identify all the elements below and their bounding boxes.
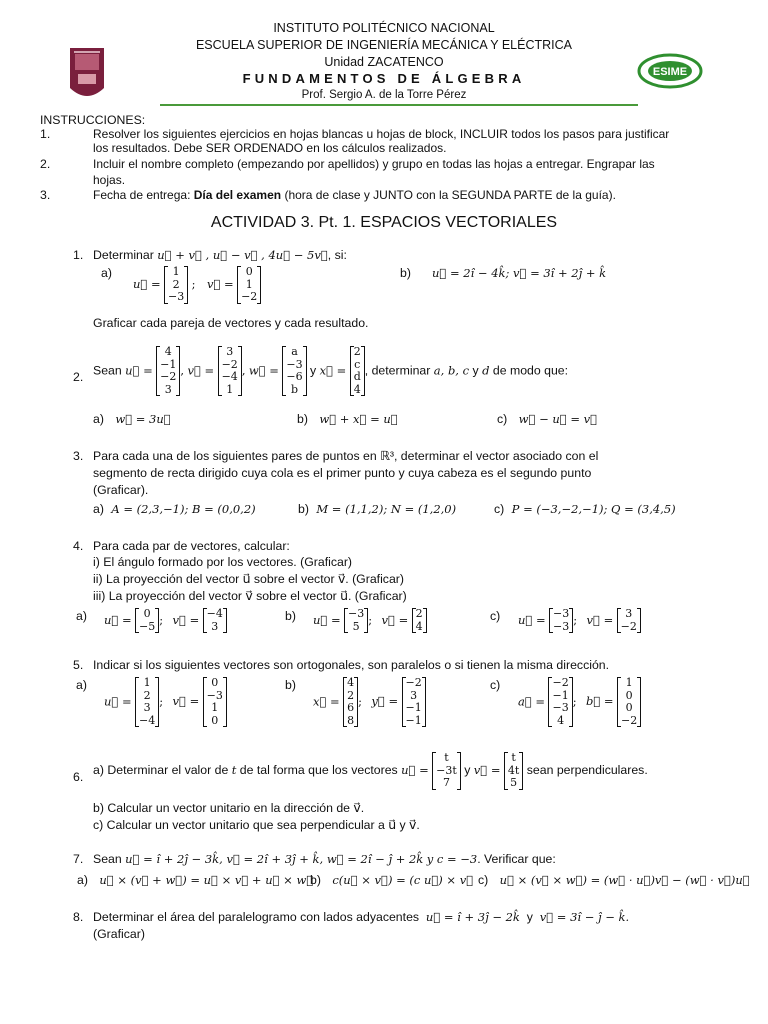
p5-a-label: a) [76, 678, 87, 692]
p2-x-matrix: 2 c d 4 [350, 346, 365, 396]
p6-a: a) Determinar el valor de t de tal forma que los vectores u⃗ = t −3t 7 y v⃗ = t 4t 5 sean perpendiculares. [93, 751, 648, 789]
p5-num: 5. [73, 658, 84, 672]
instruction-3: Fecha de entrega: Día del examen (hora de clase y JUNTO con la SEGUNDA PARTE de la guía). [93, 188, 616, 202]
p2-w-matrix: a −3 −6 b [282, 346, 306, 396]
esime-logo [637, 52, 703, 90]
institution-name: INSTITUTO POLITÉCNICO NACIONAL [273, 21, 495, 35]
ipn-logo [66, 44, 108, 106]
p5-c-label: c) [490, 678, 501, 692]
p1-b-label: b) [400, 266, 411, 280]
p4-line2: i) El ángulo formado por los vectores. (Graficar) [93, 555, 353, 569]
instruction-2-num: 2. [40, 157, 51, 171]
p1-b-expr: u⃗ = 2î − 4k̂; v⃗ = 3î + 2ĵ + k̂ [432, 266, 607, 280]
p7-b: b) c(u⃗ × v⃗) = (c u⃗) × v⃗ [310, 873, 474, 887]
instructions-heading: INSTRUCCIONES: [40, 113, 146, 127]
p6-num: 6. [73, 770, 84, 784]
p3-num: 3. [73, 449, 84, 463]
p2-v-matrix: 3 −2 −4 1 [218, 346, 242, 396]
p4-line3: ii) La proyección del vector u⃗ sobre el vector v⃗. (Graficar) [93, 572, 404, 586]
p4-num: 4. [73, 539, 84, 553]
p1-num: 1. [73, 248, 84, 262]
instruction-2-line2: hojas. [93, 173, 126, 187]
p4-a-label: a) [76, 609, 87, 623]
p4-a-vectors: u⃗ = 0 −5 ; v⃗ = −4 3 [104, 608, 227, 633]
p8-num: 8. [73, 910, 84, 924]
instruction-1-line1: Resolver los siguientes ejercicios en hojas blancas u hojas de block, INCLUIR todos los pasos para justificar [93, 127, 670, 141]
p7-c: c) u⃗ × (v⃗ × w⃗) = (w⃗ · u⃗)v⃗ − (w⃗ · v⃗)u⃗ [478, 873, 750, 887]
p3-line2: segmento de recta dirigido cuya cola es el primer punto y cuya cabeza es el segundo punto [93, 466, 592, 480]
p2-a: a) w⃗ = 3u⃗ [93, 412, 171, 426]
p1-a-vectors: u⃗ = 1 2 −3 ; v⃗ = 0 1 −2 [133, 266, 261, 304]
p5-text: Indicar si los siguientes vectores son ortogonales, son paralelos o si tienen la misma dirección. [93, 658, 610, 672]
instruction-1-line2: los resultados. Debe SER ORDENADO en los cálculos realizados. [93, 141, 447, 155]
p2-statement: Sean u⃗ = 4 −1 −2 3 , v⃗ = 3 −2 −4 1 , w⃗ = a −3 −6 b y x⃗ = 2 c d 4 , determinar a, b, c y d de modo que: [93, 345, 569, 396]
p5-c-vectors: a⃗ = −2 −1 −3 4 ; b⃗ = 1 0 0 −2 [518, 677, 641, 727]
p6-b: b) Calcular un vector unitario en la dirección de v⃗. [93, 801, 365, 815]
p4-b-vectors: u⃗ = −3 5 ; v⃗ = 2 4 [313, 608, 427, 633]
p7-statement: Sean u⃗ = î + 2ĵ − 3k̂, v⃗ = 2î + 3ĵ + k̂, w⃗ = 2î − ĵ + 2k̂ y c = −3. Verificar que: [93, 852, 556, 866]
p2-num: 2. [73, 370, 84, 384]
p3-a: a) A = (2,3,−1); B = (0,0,2) [93, 502, 256, 516]
p5-b-label: b) [285, 678, 296, 692]
p7-a: a) u⃗ × (v⃗ + w⃗) = u⃗ × v⃗ + u⃗ × w⃗ [77, 873, 314, 887]
p5-a-vectors: u⃗ = 1 2 3 −4 ; v⃗ = 0 −3 1 0 [104, 677, 227, 727]
p7-num: 7. [73, 852, 84, 866]
p3-line1: Para cada una de los siguientes pares de puntos en ℝ³, determinar el vector asociado con el [93, 449, 599, 463]
p2-u-matrix: 4 −1 −2 3 [156, 346, 180, 396]
p4-line4: iii) La proyección del vector v⃗ sobre el vector u⃗. (Graficar) [93, 589, 407, 603]
course-title: FUNDAMENTOS DE ÁLGEBRA [242, 71, 526, 86]
p1-statement: Determinar u⃗ + v⃗ , u⃗ − v⃗ , 4u⃗ − 5v⃗, si: [93, 248, 347, 262]
p4-line1: Para cada par de vectores, calcular: [93, 539, 290, 553]
p2-b: b) w⃗ + x⃗ = u⃗ [297, 412, 398, 426]
p1-v-matrix: 0 1 −2 [237, 266, 261, 304]
activity-title: ACTIVIDAD 3. Pt. 1. ESPACIOS VECTORIALES [210, 214, 558, 231]
p4-c-label: c) [490, 609, 501, 623]
p6-c: c) Calcular un vector unitario que sea perpendicular a u⃗ y v⃗. [93, 818, 420, 832]
p8-line2: (Graficar) [93, 927, 145, 941]
p4-c-vectors: u⃗ = −3 −3 ; v⃗ = 3 −2 [518, 608, 641, 633]
p1-u-matrix: 1 2 −3 [164, 266, 188, 304]
p5-b-vectors: x⃗ = 4 2 6 8 ; y⃗ = −2 3 −1 −1 [313, 677, 426, 727]
instruction-3-num: 3. [40, 188, 51, 202]
p3-c: c) P = (−3,−2,−1); Q = (3,4,5) [494, 502, 676, 516]
school-name: ESCUELA SUPERIOR DE INGENIERÍA MECÁNICA Y ELÉCTRICA [195, 38, 573, 52]
p3-line3: (Graficar). [93, 483, 149, 497]
header-rule [160, 104, 638, 106]
instruction-1-num: 1. [40, 127, 51, 141]
p2-c: c) w⃗ − u⃗ = v⃗ [497, 412, 598, 426]
p3-b: b) M = (1,1,2); N = (1,2,0) [298, 502, 457, 516]
p1-note: Graficar cada pareja de vectores y cada resultado. [93, 316, 369, 330]
p4-b-label: b) [285, 609, 296, 623]
esime-logo-text: ESIME [652, 66, 688, 78]
p8-line1: Determinar el área del paralelogramo con lados adyacentes u⃗ = î + 3ĵ − 2k̂ y v⃗ = 3î − ĵ − k̂. [93, 910, 630, 924]
instruction-2-line1: Incluir el nombre completo (empezando por apellidos) y grupo en todas las hojas a entregar. Engrapar las [93, 157, 655, 171]
p1-a-label: a) [101, 266, 112, 280]
campus-name: Unidad ZACATENCO [324, 55, 444, 69]
professor-name: Prof. Sergio A. de la Torre Pérez [301, 89, 467, 101]
